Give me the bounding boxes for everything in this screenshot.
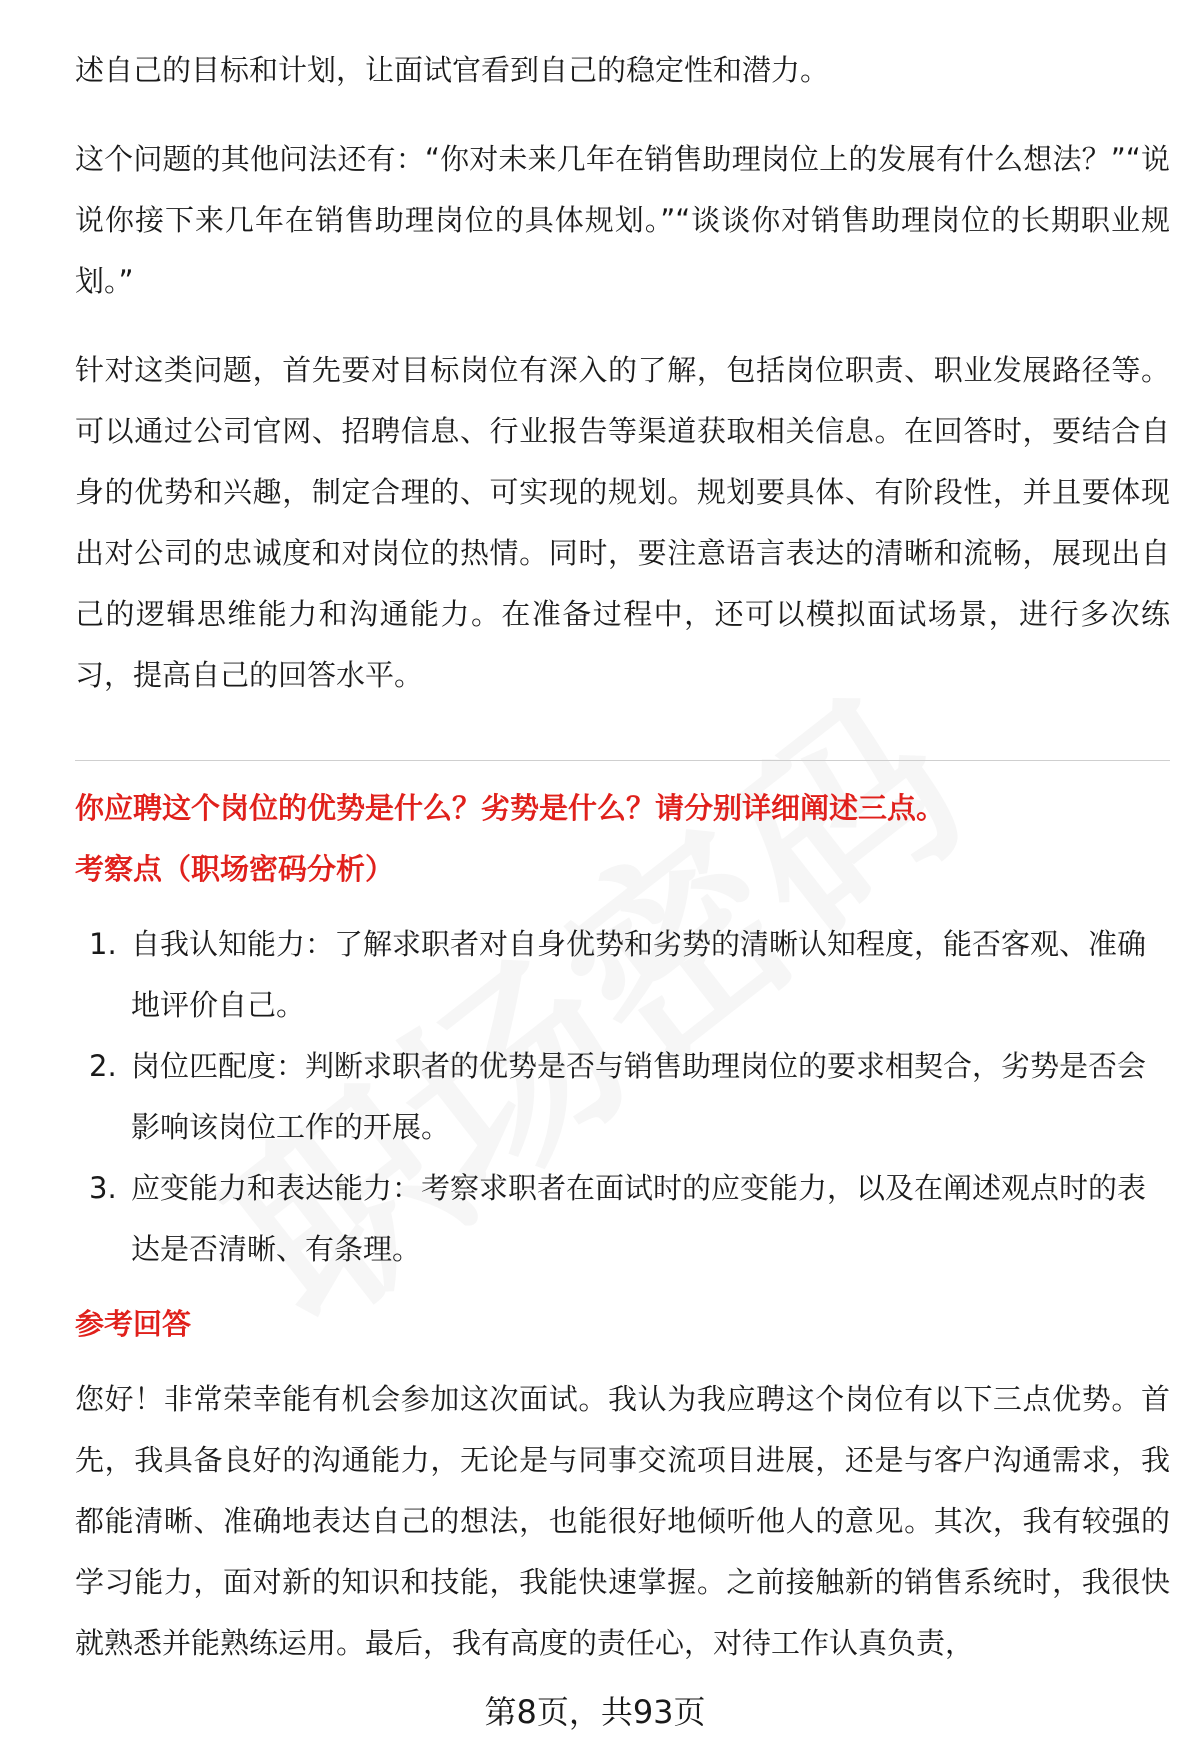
document-body <box>75 40 1170 706</box>
list-number: 2. <box>89 1049 117 1083</box>
question-section <box>75 778 1170 1674</box>
paragraph-alt-questions: 这个问题的其他问法还有：“你对未来几年在销售助理岗位上的发展有什么想法？”“说说你接下来几年在销售助理岗位的具体规划。”“谈谈你对销售助理岗位的长期职业规划。” <box>75 142 1170 298</box>
section-divider <box>75 760 1170 761</box>
list-item <box>75 1036 1170 1158</box>
page-number: 第8页，共93页 <box>484 1693 706 1731</box>
paragraph-advice: 针对这类问题，首先要对目标岗位有深入的了解，包括岗位职责、职业发展路径等。可以通过公司官网、招聘信息、行业报告等渠道获取相关信息。在回答时，要结合自身的优势和兴趣，制定合理的、可实现的规划。规划要具体、有阶段性，并且要体现出对公司的忠诚度和对岗位的热情。同时，要注意语言表达的清晰和流畅，展现出自己的逻辑思维能力和沟通能力。在准备过程中，还可以模拟面试场景，进行多次练习，提高自己的回答水平。 <box>75 353 1170 692</box>
list-number: 1. <box>89 927 117 961</box>
analysis-list <box>75 914 1170 1280</box>
list-item <box>75 1158 1170 1280</box>
question-title: 你应聘这个岗位的优势是什么？劣势是什么？请分别详细阐述三点。 <box>75 791 946 825</box>
paragraph-intro-1: 述自己的目标和计划，让面试官看到自己的稳定性和潜力。 <box>75 53 830 87</box>
list-item <box>75 914 1170 1036</box>
answer-paragraph: 您好！非常荣幸能有机会参加这次面试。我认为我应聘这个岗位有以下三点优势。首先，我具备良好的沟通能力，无论是与同事交流项目进展，还是与客户沟通需求，我都能清晰、准确地表达自己的想法，也能很好地倾听他人的意见。其次，我有较强的学习能力，面对新的知识和技能，我能快速掌握。之前接触新的销售系统时，我很快就熟悉并能熟练运用。最后，我有高度的责任心，对待工作认真负责， <box>75 1382 1170 1660</box>
list-text: 应变能力和表达能力：考察求职者在面试时的应变能力，以及在阐述观点时的表达是否清晰、有条理。 <box>131 1171 1147 1266</box>
analysis-heading: 考察点（职场密码分析） <box>75 852 395 886</box>
list-number: 3. <box>89 1171 117 1205</box>
answer-heading: 参考回答 <box>75 1307 192 1341</box>
list-text: 岗位匹配度：判断求职者的优势是否与销售助理岗位的要求相契合，劣势是否会影响该岗位工作的开展。 <box>131 1049 1147 1144</box>
list-text: 自我认知能力：了解求职者对自身优势和劣势的清晰认知程度，能否客观、准确地评价自己。 <box>131 927 1147 1022</box>
